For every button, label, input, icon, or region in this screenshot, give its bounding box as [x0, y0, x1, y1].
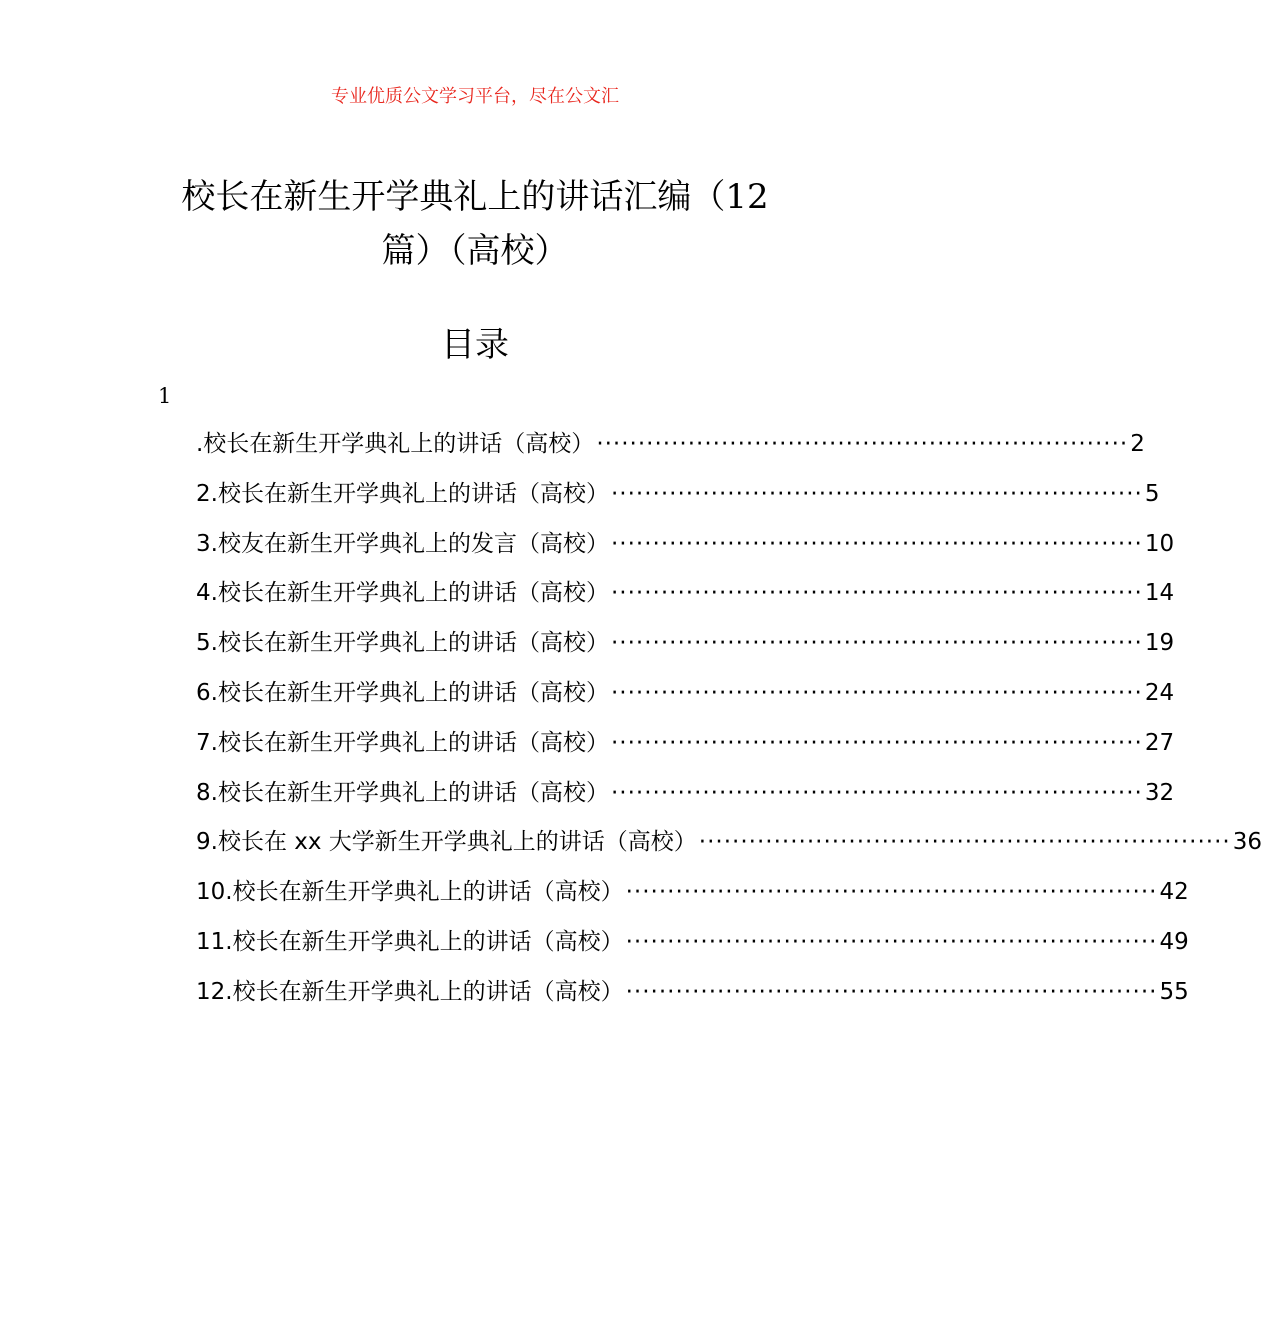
header-note: 专业优质公文学习平台，尽在公文汇: [331, 86, 619, 107]
toc-entry[interactable]: [196, 872, 1189, 922]
toc-leader-dots: ································································: [698, 829, 1231, 856]
toc-heading: 目录: [441, 325, 509, 365]
toc-leader-dots: ································································: [625, 978, 1158, 1005]
toc-entry-title: 4.校长在新生开学典礼上的讲话（高校）: [196, 580, 609, 607]
toc-entry-page: 49: [1159, 928, 1189, 955]
toc-leader-dots: ································································: [596, 431, 1129, 457]
toc-entry[interactable]: [196, 623, 1175, 673]
toc-entry-title: 10.校长在新生开学典礼上的讲话（高校）: [196, 879, 624, 906]
toc-entry-title: 5.校长在新生开学典礼上的讲话（高校）: [196, 630, 609, 657]
document-title-part2: 篇）（高校）: [381, 231, 569, 271]
toc-entry-title: 2.校长在新生开学典礼上的讲话（高校）: [196, 480, 609, 507]
toc-entry[interactable]: [196, 524, 1175, 574]
toc-entry-page: 10: [1144, 530, 1175, 557]
toc-entry-page: 24: [1144, 679, 1175, 706]
toc-entry[interactable]: [196, 922, 1189, 972]
toc-leader-dots: ································································: [610, 630, 1143, 657]
toc-entry-page: 5: [1144, 480, 1160, 507]
toc-entry[interactable]: [196, 723, 1175, 773]
toc-entry-title: 6.校长在新生开学典礼上的讲话（高校）: [196, 679, 609, 706]
toc-leader-dots: ································································: [610, 679, 1143, 706]
toc-entry-page: 36: [1232, 829, 1262, 856]
toc-leader-dots: ································································: [625, 928, 1158, 955]
toc-entry[interactable]: [196, 773, 1175, 823]
table-of-contents: [196, 424, 1262, 1022]
toc-entry-page: 32: [1144, 779, 1175, 806]
document-title-part1: 校长在新生开学典礼上的讲话汇编（: [181, 177, 726, 217]
toc-entry[interactable]: [196, 573, 1175, 623]
toc-entry-title: 12.校长在新生开学典礼上的讲话（高校）: [196, 978, 624, 1005]
toc-leader-dots: ································································: [610, 729, 1143, 756]
toc-leader-dots: ································································: [610, 779, 1143, 806]
toc-entry-page: 27: [1144, 729, 1175, 756]
toc-leader-dots: ································································: [610, 480, 1143, 507]
toc-entry-page: 42: [1159, 879, 1189, 906]
toc-entry-title: 3.校友在新生开学典礼上的发言（高校）: [196, 530, 609, 557]
toc-entry-page: 2: [1130, 431, 1145, 457]
toc-entry[interactable]: [196, 972, 1189, 1022]
toc-entry-title: 11.校长在新生开学典礼上的讲话（高校）: [196, 928, 624, 955]
toc-entry-title: 9.校长在 xx 大学新生开学典礼上的讲话（高校）: [196, 829, 697, 856]
toc-entry-page: 14: [1144, 580, 1175, 607]
toc-leader-dots: ································································: [625, 879, 1158, 906]
toc-entry-title: .校长在新生开学典礼上的讲话（高校）: [196, 431, 595, 457]
toc-entry-title: 7.校长在新生开学典礼上的讲话（高校）: [196, 729, 609, 756]
toc-entry[interactable]: [196, 424, 1145, 474]
toc-entry[interactable]: [196, 673, 1175, 723]
document-title: [150, 170, 800, 278]
toc-entry-page: 55: [1159, 978, 1189, 1005]
toc-entry-page: 19: [1144, 630, 1175, 657]
document-title-count: 12: [725, 177, 769, 217]
toc-leader-dots: ································································: [610, 580, 1143, 607]
toc-entry-title: 8.校长在新生开学典礼上的讲话（高校）: [196, 779, 609, 806]
toc-entry[interactable]: [196, 474, 1160, 524]
toc-leader-dots: ································································: [610, 530, 1143, 557]
toc-entry[interactable]: [196, 822, 1262, 872]
stray-number: 1: [158, 384, 172, 408]
